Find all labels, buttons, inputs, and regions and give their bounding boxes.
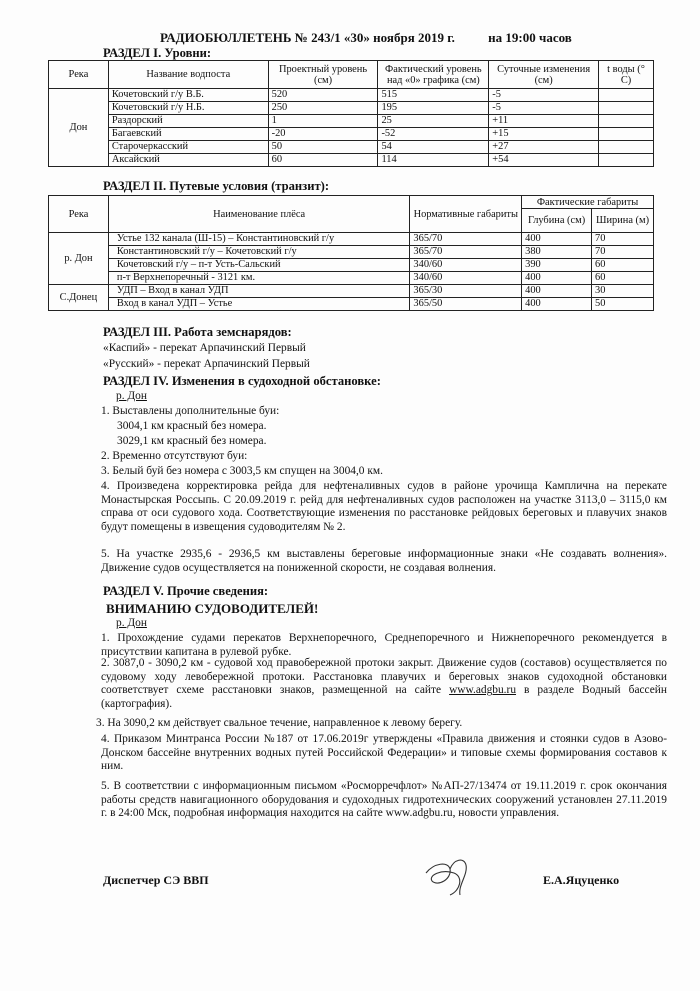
levels-row [49, 89, 654, 102]
section1-title: РАЗДЕЛ I. Уровни: [103, 46, 212, 60]
section5-item3: 3. На 3090,2 км действует свальное течение, направленное к левому берегу. [96, 717, 463, 729]
levels-actual-cell: 25 [378, 115, 489, 128]
levels-actual-cell: 515 [378, 89, 489, 102]
section4-item1: 1. Выставлены дополнительные буи: [101, 405, 280, 417]
section3-title: РАЗДЕЛ III. Работа земснарядов: [103, 325, 292, 339]
levels-post-cell: Кочетовский г/у В.Б. [108, 89, 268, 102]
section4-river: р. Дон [116, 390, 147, 402]
signatory-name: Е.А.Яцуценко [543, 873, 620, 887]
levels-design-cell: -20 [268, 128, 378, 141]
transit-reach-cell: Устье 132 канала (Ш-15) – Константиновский г/у [108, 233, 410, 246]
transit-depth-cell: 380 [522, 246, 592, 259]
transit-depth-cell: 400 [522, 272, 592, 285]
transit-reach-cell: Кочетовский г/у – п-т Усть-Сальский [108, 259, 410, 272]
levels-design-cell: 1 [268, 115, 378, 128]
levels-design-cell: 520 [268, 89, 378, 102]
levels-actual-cell: 114 [378, 154, 489, 167]
levels-daily-cell: -5 [489, 102, 599, 115]
transit-width-cell: 70 [592, 233, 654, 246]
levels-river-cell: Дон [49, 89, 109, 167]
levels-header-row [49, 61, 654, 89]
signatory-position: Диспетчер СЭ ВВП [103, 873, 209, 887]
levels-daily-cell: -5 [489, 89, 599, 102]
section4-item2: 2. Временно отсутствуют буи: [101, 450, 248, 462]
section4-item1-sub: 3029,1 км красный без номера. [117, 435, 267, 447]
transit-row [49, 233, 654, 246]
section5-item5: 5. В соответствии с информационным письмом «Росморречфлот» №АП-27/13474 от 19.11.2019 г. срок окончания работы средств навигационного оборудования и судоходных гидротехнических сооружений установлен 27.11.2019 г. в 24:00 Мск, подробная информация находится на сайте www.adgbu.ru, новости управления. [101, 780, 667, 820]
levels-row [49, 128, 654, 141]
section5-item2 [101, 657, 667, 712]
levels-post-cell: Аксайский [108, 154, 268, 167]
transit-row [49, 272, 654, 285]
transit-width-cell: 60 [592, 259, 654, 272]
levels-daily-cell: +11 [489, 115, 599, 128]
section2-title: РАЗДЕЛ II. Путевые условия (транзит): [103, 179, 330, 193]
bulletin-title [160, 30, 572, 46]
transit-table [48, 195, 654, 311]
levels-col-daily: Суточные изменения (см) [489, 61, 599, 89]
transit-reach-cell: п-т Верхнепоречный - 3121 км. [108, 272, 410, 285]
section4-title: РАЗДЕЛ IV. Изменения в судоходной обстановке: [103, 374, 381, 388]
levels-col-actual: Фактический уровень над «0» графика (см) [378, 61, 489, 89]
levels-post-cell: Раздорский [108, 115, 268, 128]
dredger-item: «Русский» - перекат Арпачинский Первый [103, 358, 310, 370]
levels-daily-cell: +54 [489, 154, 599, 167]
levels-body [49, 89, 654, 167]
levels-col-post: Название водпоста [108, 61, 268, 89]
section4-item1-sub: 3004,1 км красный без номера. [117, 420, 267, 432]
transit-norm-cell: 340/60 [410, 259, 522, 272]
transit-depth-cell: 390 [522, 259, 592, 272]
levels-row [49, 154, 654, 167]
transit-col-width: Ширина (м) [592, 209, 654, 233]
section5-item4: 4. Приказом Минтранса России №187 от 17.06.2019г утверждены «Правила движения и стоянки судов в Азово-Донском бассейне внутренних водных путей Российской Федерации» и типовые схемы формирования составов к ним. [101, 733, 667, 773]
transit-river-cell: С.Донец [49, 285, 109, 311]
section5-item2-text: 2. 3087,0 - 3090,2 км - судовой ход правобережной протоки закрыт. Движение судов (составов) осуществляется по судовому ходу левобережной протоки. Расстановка плавучих и береговых знаков судоходной обстановки соответствует схеме расстановки знаков, размещенной на сайте [101, 657, 667, 697]
levels-daily-cell: +27 [489, 141, 599, 154]
transit-row [49, 298, 654, 311]
levels-temp-cell [599, 102, 654, 115]
transit-col-depth: Глубина (см) [522, 209, 592, 233]
transit-col-river: Река [49, 196, 109, 233]
levels-actual-cell: 195 [378, 102, 489, 115]
section4-item5: 5. На участке 2935,6 - 2936,5 км выставлены береговые информационные знаки «Не создавать волнения». Движение судов осуществляется на пониженной скорости, не создавая волнения. [101, 548, 667, 574]
transit-header-row-1 [49, 196, 654, 209]
section5-item2-text: в разделе Водный бассейн (картография). [101, 684, 668, 711]
levels-actual-cell: 54 [378, 141, 489, 154]
transit-col-norm: Нормативные габариты [410, 196, 522, 233]
transit-width-cell: 30 [592, 285, 654, 298]
transit-width-cell: 60 [592, 272, 654, 285]
section5-item1: 1. Прохождение судами перекатов Верхнепоречного, Среднепоречного и Нижнепоречного рекомендуется в присутствии капитана в рулевой рубке. [101, 632, 667, 658]
transit-norm-cell: 365/70 [410, 246, 522, 259]
transit-row [49, 246, 654, 259]
transit-depth-cell: 400 [522, 298, 592, 311]
section4-item3: 3. Белый буй без номера с 3003,5 км спущен на 3004,0 км. [101, 465, 383, 477]
levels-design-cell: 250 [268, 102, 378, 115]
transit-row [49, 285, 654, 298]
section5-river: р. Дон [116, 617, 147, 629]
transit-norm-cell: 365/70 [410, 233, 522, 246]
title-text: РАДИОБЮЛЛЕТЕНЬ № 243/1 «30» ноября 2019 г. [160, 30, 455, 45]
transit-width-cell: 70 [592, 246, 654, 259]
levels-row [49, 102, 654, 115]
levels-temp-cell [599, 128, 654, 141]
levels-temp-cell [599, 154, 654, 167]
transit-reach-cell: Вход в канал УДП – Устье [108, 298, 410, 311]
levels-daily-cell: +15 [489, 128, 599, 141]
transit-col-fact: Фактические габариты [522, 196, 654, 209]
transit-norm-cell: 340/60 [410, 272, 522, 285]
transit-river-cell: р. Дон [49, 233, 109, 285]
transit-norm-cell: 365/30 [410, 285, 522, 298]
transit-width-cell: 50 [592, 298, 654, 311]
levels-col-river: Река [49, 61, 109, 89]
levels-col-design: Проектный уровень (см) [268, 61, 378, 89]
section4-item4: 4. Произведена корректировка рейда для нефтеналивных судов в районе урочища Камплична на перекате Монастырская Россыпь. С 20.09.2019 г. рейд для нефтеналивных судов расположен на участке 3113,0 – 3115,0 км справа от оси судового хода. Соответствующие изменения по расстановке рейдовых береговых и плавучих знаков будут помещены в извещения судоводителям № 2. [101, 480, 667, 534]
levels-row [49, 141, 654, 154]
transit-norm-cell: 365/50 [410, 298, 522, 311]
transit-body [49, 233, 654, 311]
transit-depth-cell: 400 [522, 285, 592, 298]
levels-design-cell: 60 [268, 154, 378, 167]
levels-post-cell: Старочеркасский [108, 141, 268, 154]
attention-heading: ВНИМАНИЮ СУДОВОДИТЕЛЕЙ! [106, 601, 319, 616]
transit-reach-cell: УДП – Вход в канал УДП [108, 285, 410, 298]
transit-col-reach: Наименование плёса [108, 196, 410, 233]
handwritten-signature [420, 855, 490, 900]
levels-row [49, 115, 654, 128]
levels-temp-cell [599, 89, 654, 102]
adgbu-link[interactable]: www.adgbu.ru [449, 684, 517, 697]
levels-design-cell: 50 [268, 141, 378, 154]
transit-depth-cell: 400 [522, 233, 592, 246]
levels-post-cell: Багаевский [108, 128, 268, 141]
levels-col-temp: t воды (° С) [599, 61, 654, 89]
transit-row [49, 259, 654, 272]
levels-table [48, 60, 654, 167]
title-time: на 19:00 часов [488, 30, 572, 45]
transit-reach-cell: Константиновский г/у – Кочетовский г/у [108, 246, 410, 259]
levels-post-cell: Кочетовский г/у Н.Б. [108, 102, 268, 115]
levels-actual-cell: -52 [378, 128, 489, 141]
dredger-item: «Каспий» - перекат Арпачинский Первый [103, 342, 306, 354]
section5-title: РАЗДЕЛ V. Прочие сведения: [103, 584, 269, 598]
levels-temp-cell [599, 141, 654, 154]
levels-temp-cell [599, 115, 654, 128]
